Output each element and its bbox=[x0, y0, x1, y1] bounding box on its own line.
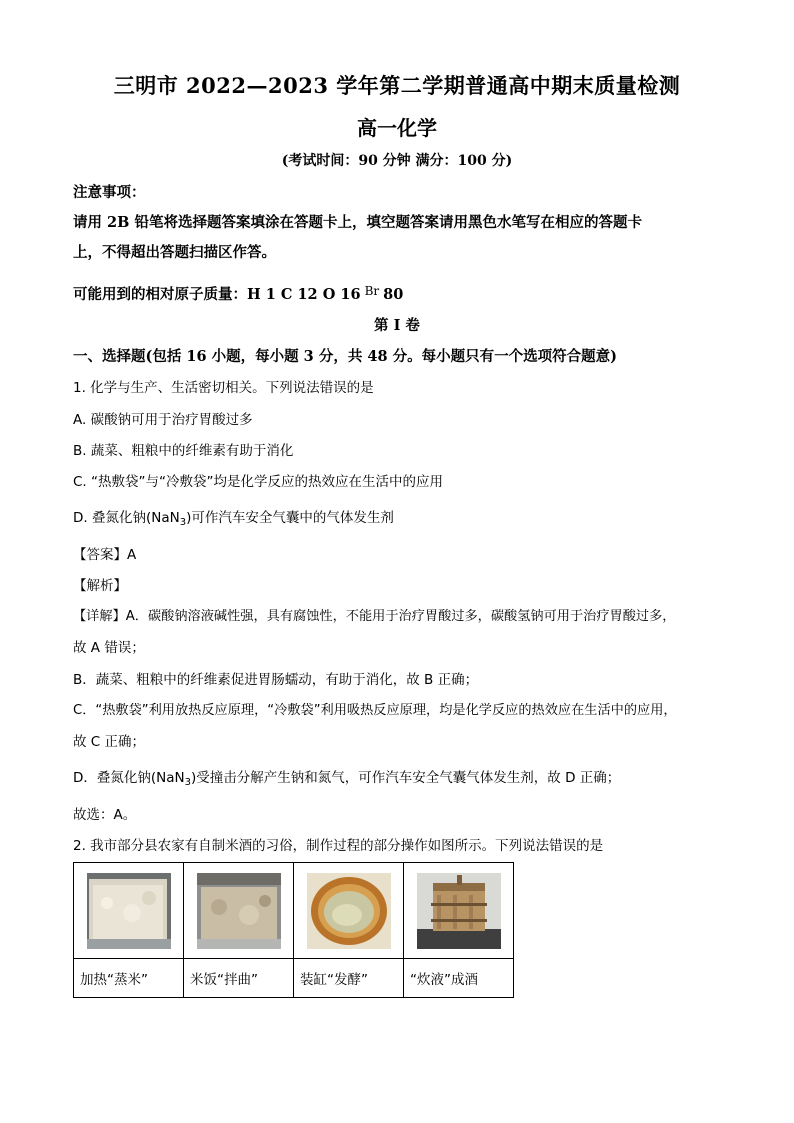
br-symbol: Br bbox=[364, 284, 380, 298]
atomic-mass-line bbox=[73, 281, 733, 305]
steamed-rice-photo bbox=[87, 873, 171, 949]
q1-detail-1: 【详解】A．碳酸钠溶液碱性强，具有腐蚀性，不能用于治疗胃酸过多，碳酸氢钠可用于治疗胃酸过多， bbox=[73, 609, 676, 624]
notice-line-1: 请用 2B 铅笔将选择题答案填涂在答题卡上，填空题答案请用黑色水笔写在相应的答题卡 bbox=[73, 214, 642, 231]
caption-ferment: 装缸“发酵” bbox=[294, 959, 404, 998]
notice-line-2: 上，不得超出答题扫描区作答。 bbox=[73, 244, 276, 261]
q1-answer: 【答案】A bbox=[73, 547, 137, 563]
q1-option-b: B. 蔬菜、粗粮中的纤维素有助于消化 bbox=[73, 443, 294, 459]
q1-option-a: A. 碳酸钠可用于治疗胃酸过多 bbox=[73, 412, 253, 428]
q1-option-d bbox=[73, 508, 733, 533]
q1-option-d-rest: )可作汽车安全气囊中的气体发生剂 bbox=[186, 510, 394, 526]
q1-detail-6-subscript: 3 bbox=[184, 777, 192, 788]
fermenting-jar-photo bbox=[307, 873, 391, 949]
q1-option-d-text: D. 叠氮化钠(NaN bbox=[73, 510, 180, 526]
caption-liquor: “炊液”成酒 bbox=[404, 959, 514, 998]
q1-detail-6-text: D．叠氮化钠(NaN bbox=[73, 770, 185, 786]
q1-detail-5: 故 C 正确； bbox=[73, 734, 146, 750]
exam-subtitle: 高一化学 bbox=[357, 116, 437, 140]
q1-detail-6 bbox=[73, 768, 733, 793]
exam-info: (考试时间：90 分钟 满分：100 分) bbox=[281, 153, 513, 169]
section-instruction: 一、选择题(包括 16 小题，每小题 3 分，共 48 分。每小题只有一个选项符合题意) bbox=[73, 348, 617, 365]
wooden-steamer-photo bbox=[417, 873, 501, 949]
q1-analysis: 【解析】 bbox=[73, 578, 127, 594]
q1-stem: 1. 化学与生产、生活密切相关。下列说法错误的是 bbox=[73, 380, 374, 396]
photo-cell-ferment bbox=[294, 863, 404, 959]
notice-heading: 注意事项： bbox=[73, 184, 146, 201]
photo-cell-liquor bbox=[404, 863, 514, 959]
photo-cell-mix-yeast bbox=[184, 863, 294, 959]
q1-detail-3: B．蔬菜、粗粮中的纤维素促进胃肠蠕动，有助于消化，故 B 正确； bbox=[73, 672, 479, 688]
q1-detail-4: C．“热敷袋”利用放热反应原理，“冷敷袋”利用吸热反应原理，均是化学反应的热效应在生活中的应用， bbox=[73, 703, 677, 718]
q1-detail-2: 故 A 错误； bbox=[73, 640, 145, 656]
q1-option-c: C. “热敷袋”与“冷敷袋”均是化学反应的热效应在生活中的应用 bbox=[73, 474, 443, 490]
br-value: 80 bbox=[383, 286, 404, 303]
exam-title: 三明市 2022—2023 学年第二学期普通高中期末质量检测 bbox=[113, 73, 681, 98]
atomic-mass-prefix: 可能用到的相对原子质量：H 1 C 12 O 16 bbox=[73, 286, 361, 303]
caption-steam-rice: 加热“蒸米” bbox=[74, 959, 184, 998]
q2-process-table bbox=[73, 862, 514, 998]
section-title: 第 I 卷 bbox=[374, 317, 420, 334]
q1-conclusion: 故选：A。 bbox=[73, 807, 137, 823]
mixed-rice-photo bbox=[197, 873, 281, 949]
q2-stem: 2. 我市部分县农家有自制米酒的习俗，制作过程的部分操作如图所示。下列说法错误的是 bbox=[73, 838, 604, 854]
photo-cell-steam-rice bbox=[74, 863, 184, 959]
q1-detail-6-rest: )受撞击分解产生钠和氮气，可作汽车安全气囊气体发生剂，故 D 正确； bbox=[191, 770, 621, 786]
caption-mix-yeast: 米饭“拌曲” bbox=[184, 959, 294, 998]
q1-option-d-subscript: 3 bbox=[179, 517, 187, 528]
